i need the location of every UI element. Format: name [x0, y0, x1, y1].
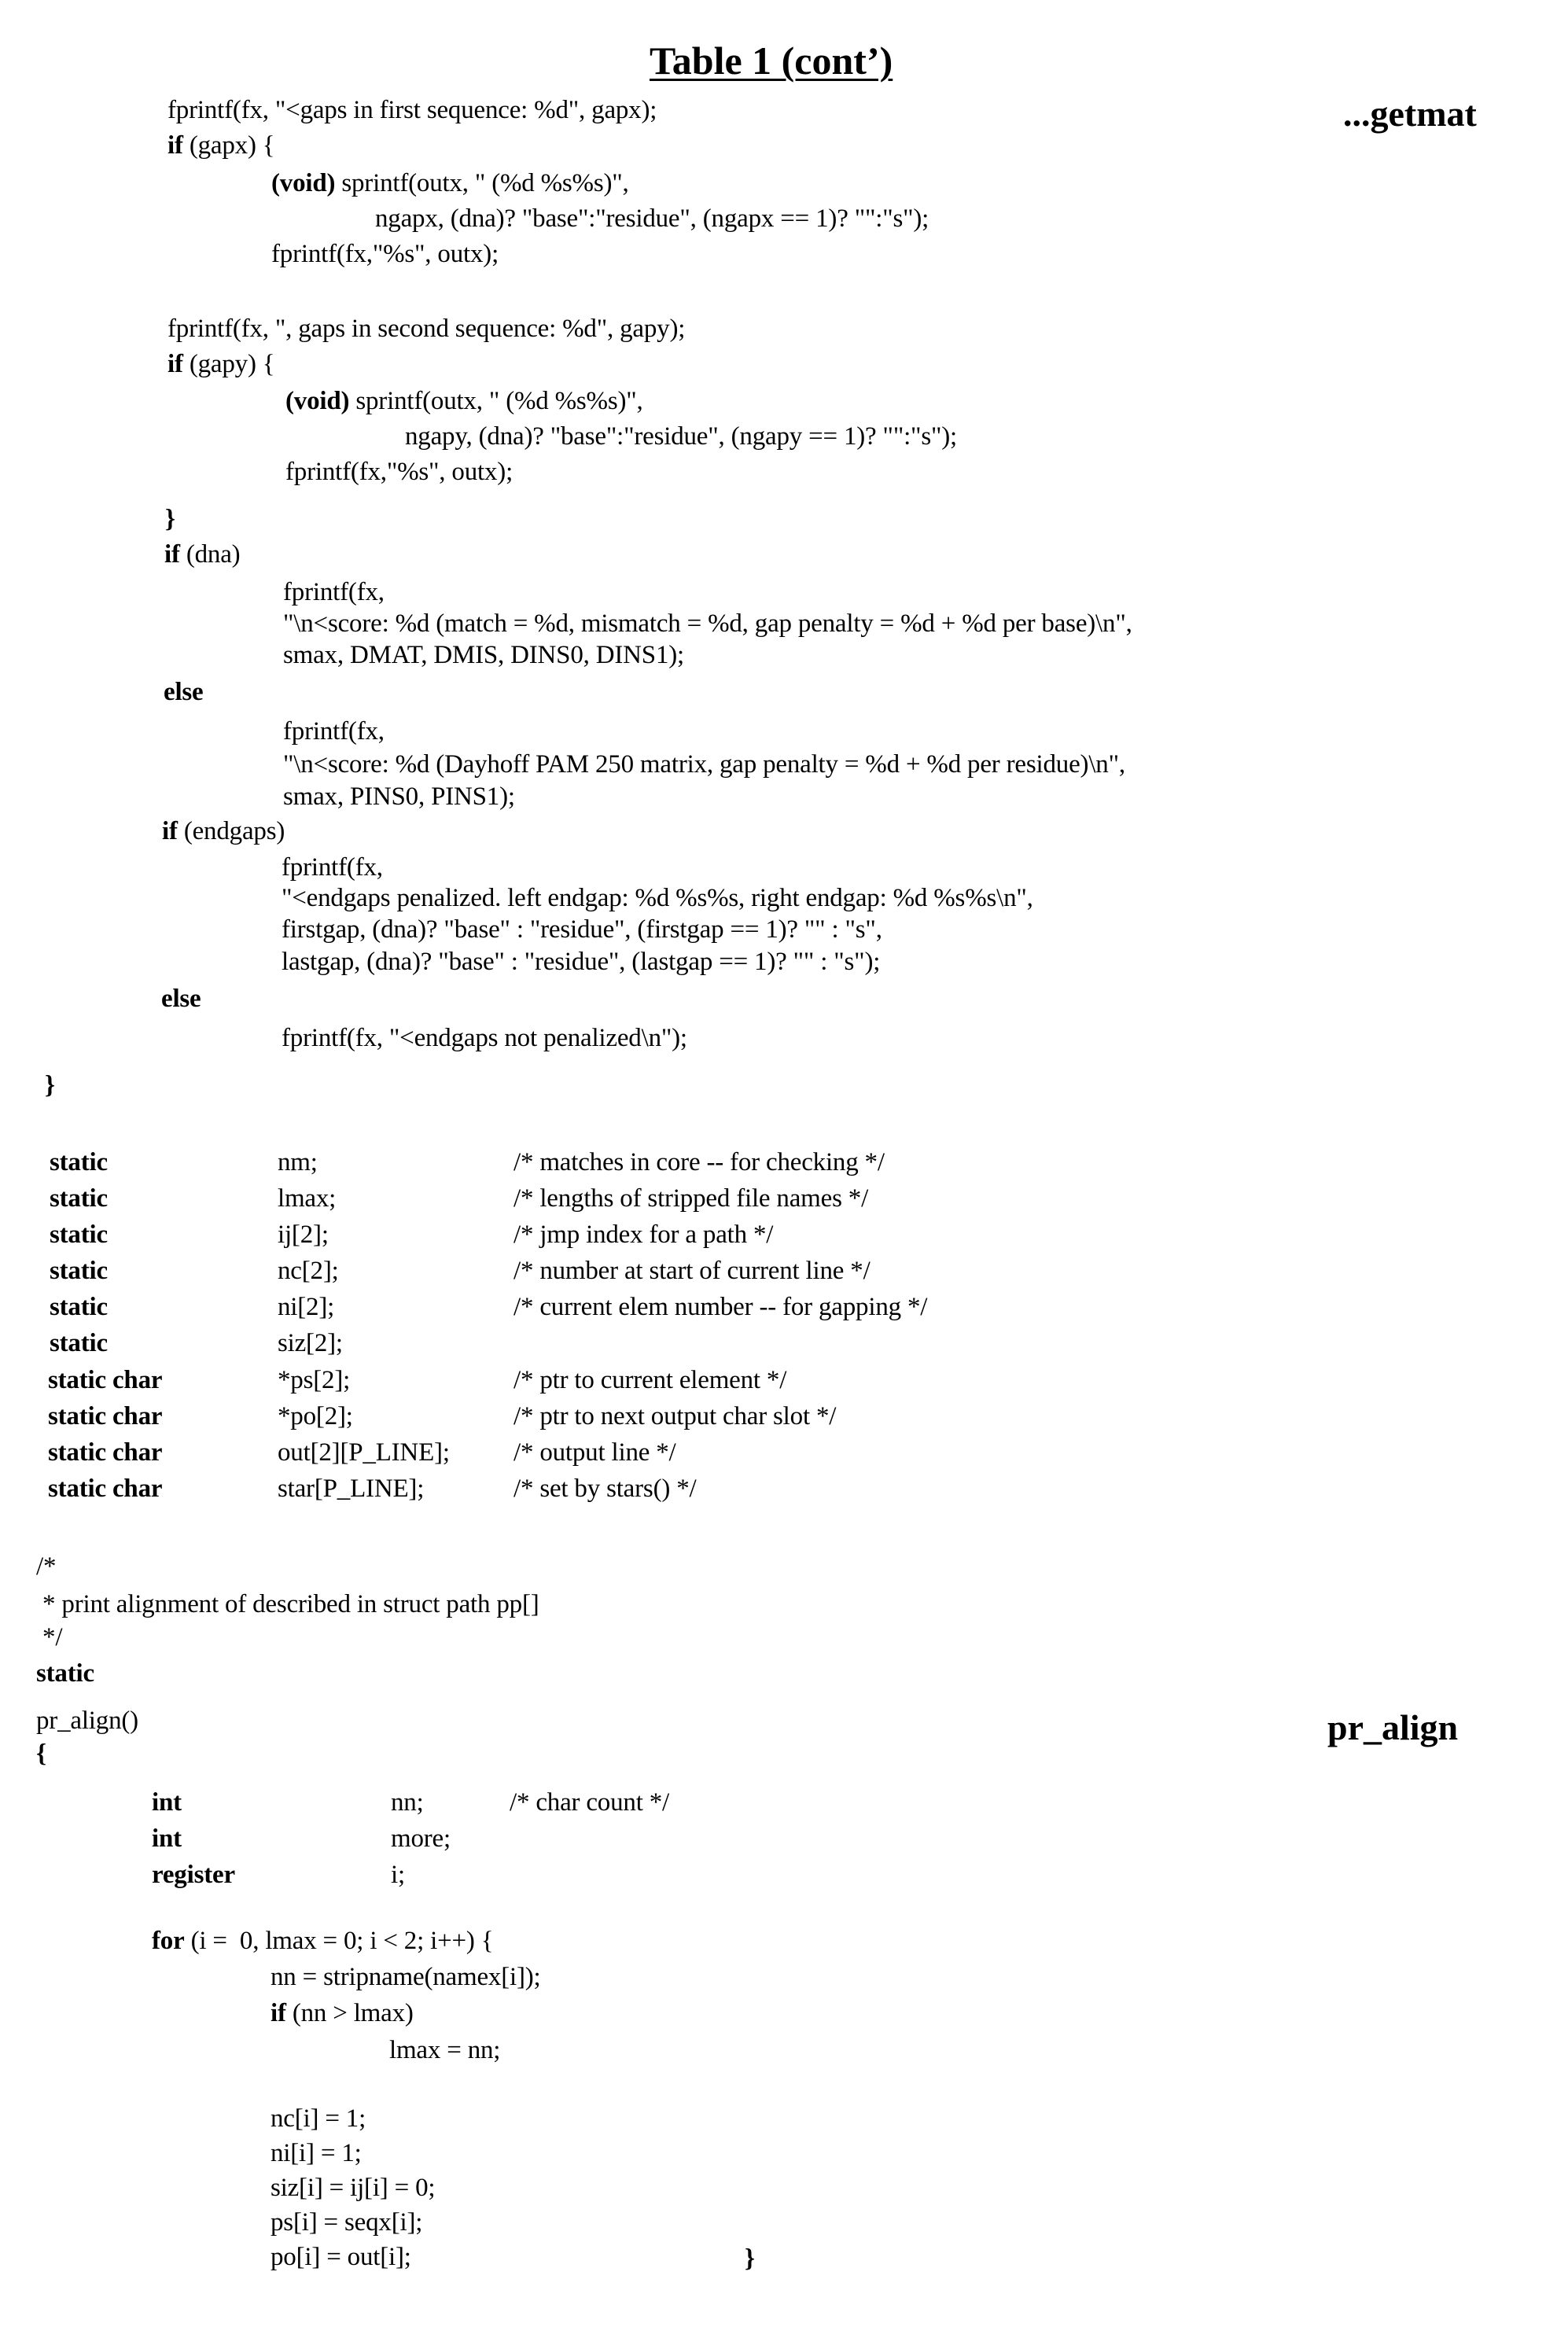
code-text: (gapx) {	[182, 131, 275, 160]
decl-comment: /* jmp index for a path */	[513, 1221, 774, 1249]
code-line: nn = stripname(namex[i]);	[271, 1963, 541, 1991]
code-text: (endgaps)	[177, 817, 285, 845]
code-line: fprintf(fx, "<gaps in first sequence: %d", gapx);	[167, 96, 657, 124]
section-label-pr-align: pr_align	[1327, 1707, 1459, 1747]
code-line: else	[164, 678, 204, 706]
decl-type: static	[50, 1293, 108, 1321]
keyword: if	[162, 817, 178, 845]
code-line: fprintf(fx,	[283, 578, 385, 606]
code-line: {	[36, 1740, 46, 1768]
code-line: }	[165, 505, 175, 533]
code-line: else	[161, 985, 201, 1013]
decl-name: siz[2];	[278, 1329, 343, 1357]
code-line	[162, 816, 285, 847]
comment-line: * print alignment of described in struct path pp[]	[36, 1590, 539, 1618]
decl-name: nn;	[391, 1788, 424, 1817]
decl-name: *ps[2];	[278, 1366, 351, 1394]
code-text: (i = 0, lmax = 0; i < 2; i++) {	[184, 1927, 494, 1955]
decl-name: nm;	[278, 1148, 318, 1176]
code-text: (dna)	[179, 540, 241, 569]
code-line: lastgap, (dna)? "base" : "residue", (lastgap == 1)? "" : "s");	[282, 948, 881, 976]
code-line: lmax = nn;	[389, 2036, 501, 2064]
decl-type: register	[152, 1861, 235, 1889]
decl-comment: /* lengths of stripped file names */	[513, 1184, 869, 1213]
comment-line: /*	[36, 1552, 57, 1581]
comment-line: */	[36, 1623, 63, 1651]
keyword: if	[164, 540, 180, 569]
decl-type: static	[50, 1148, 108, 1176]
code-line	[167, 130, 274, 161]
keyword: if	[271, 1999, 286, 2027]
decl-type: int	[152, 1788, 182, 1817]
decl-name: nc[2];	[278, 1257, 339, 1285]
code-line: fprintf(fx, ", gaps in second sequence: %d", gapy);	[167, 315, 686, 343]
code-line	[271, 168, 629, 199]
code-line: }	[745, 2244, 755, 2273]
decl-type: static char	[48, 1366, 163, 1394]
code-line: siz[i] = ij[i] = 0;	[271, 2174, 436, 2202]
code-text: (nn > lmax)	[285, 1999, 414, 2027]
code-line: ps[i] = seqx[i];	[271, 2208, 423, 2237]
decl-comment: /* char count */	[510, 1788, 669, 1817]
keyword: if	[167, 350, 183, 378]
keyword: for	[152, 1927, 185, 1955]
decl-name: i;	[391, 1861, 405, 1889]
code-line: nc[i] = 1;	[271, 2104, 366, 2133]
page-title: Table 1 (cont’)	[650, 39, 893, 83]
code-line: fprintf(fx, "<endgaps not penalized\n");	[282, 1024, 687, 1052]
code-line	[167, 348, 274, 380]
code-line: ngapy, (dna)? "base":"residue", (ngapy == 1)? "":"s");	[405, 422, 958, 451]
code-text: sprintf(outx, " (%d %s%s)",	[335, 169, 629, 197]
code-line	[164, 539, 240, 570]
decl-name: *po[2];	[278, 1402, 353, 1430]
decl-comment: /* number at start of current line */	[513, 1257, 870, 1285]
code-text: (gapy) {	[182, 350, 275, 378]
decl-comment: /* ptr to current element */	[513, 1366, 787, 1394]
decl-comment: /* output line */	[513, 1438, 676, 1467]
decl-type: static char	[48, 1438, 163, 1467]
code-line: po[i] = out[i];	[271, 2243, 411, 2271]
decl-type: static char	[48, 1402, 163, 1430]
code-line	[271, 1997, 414, 2029]
decl-name: out[2][P_LINE];	[278, 1438, 450, 1467]
decl-comment: /* current elem number -- for gapping */	[513, 1293, 928, 1321]
code-line	[152, 1925, 493, 1957]
decl-name: more;	[391, 1824, 451, 1853]
decl-type: int	[152, 1824, 182, 1853]
code-line: fprintf(fx,	[283, 717, 385, 746]
keyword: (void)	[285, 387, 350, 415]
keyword: static	[36, 1659, 94, 1688]
decl-name: ij[2];	[278, 1221, 329, 1249]
decl-type: static char	[48, 1475, 163, 1503]
decl-comment: /* ptr to next output char slot */	[513, 1402, 837, 1430]
decl-comment: /* set by stars() */	[513, 1475, 697, 1503]
decl-type: static	[50, 1184, 108, 1213]
code-line: "\n<score: %d (match = %d, mismatch = %d, gap penalty = %d + %d per base)\n",	[283, 609, 1132, 638]
keyword: if	[167, 131, 183, 160]
section-label-getmat: ...getmat	[1343, 94, 1477, 134]
code-line: fprintf(fx,"%s", outx);	[285, 458, 513, 486]
code-line: ni[i] = 1;	[271, 2139, 362, 2167]
keyword: (void)	[271, 169, 336, 197]
code-line: "<endgaps penalized. left endgap: %d %s%s, right endgap: %d %s%s\n",	[282, 884, 1033, 912]
decl-type: static	[50, 1221, 108, 1249]
decl-name: lmax;	[278, 1184, 337, 1213]
decl-comment: /* matches in core -- for checking */	[513, 1148, 885, 1176]
decl-type: static	[50, 1329, 108, 1357]
code-text: sprintf(outx, " (%d %s%s)",	[349, 387, 643, 415]
code-line: smax, PINS0, PINS1);	[283, 782, 515, 811]
code-line: ngapx, (dna)? "base":"residue", (ngapx == 1)? "":"s");	[375, 204, 929, 233]
code-line	[285, 385, 643, 417]
decl-name: star[P_LINE];	[278, 1475, 425, 1503]
code-line: firstgap, (dna)? "base" : "residue", (firstgap == 1)? "" : "s",	[282, 915, 882, 944]
decl-type: static	[50, 1257, 108, 1285]
decl-name: ni[2];	[278, 1293, 335, 1321]
code-line: smax, DMAT, DMIS, DINS0, DINS1);	[283, 641, 684, 669]
function-name: pr_align()	[36, 1707, 138, 1735]
code-line: fprintf(fx,	[282, 853, 383, 882]
code-line: "\n<score: %d (Dayhoff PAM 250 matrix, gap penalty = %d + %d per residue)\n",	[283, 750, 1125, 779]
code-line: }	[45, 1071, 55, 1099]
code-line: fprintf(fx,"%s", outx);	[271, 240, 499, 268]
